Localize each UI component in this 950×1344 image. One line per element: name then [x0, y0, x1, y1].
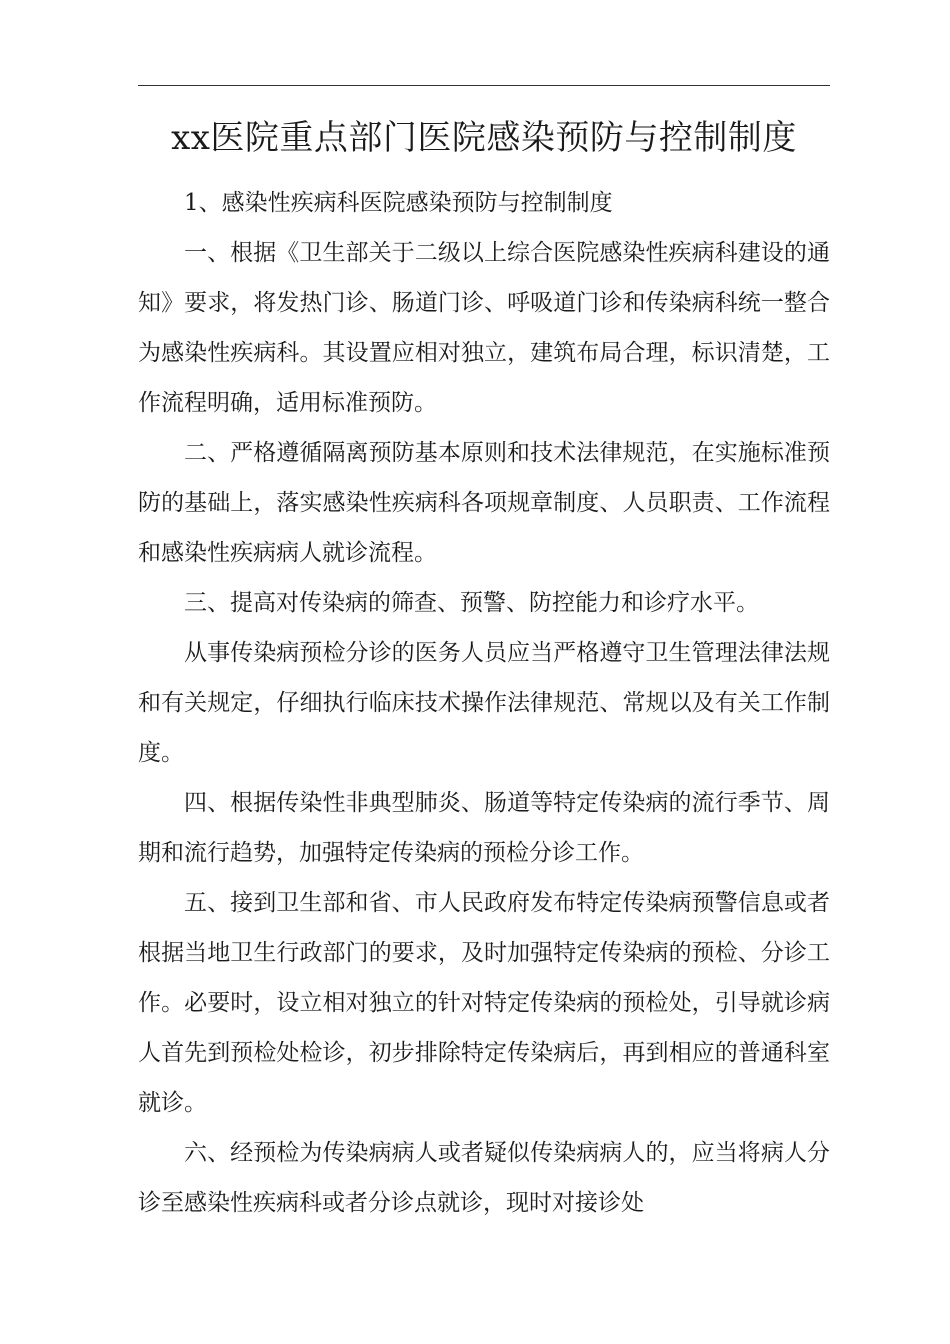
paragraph: 从事传染病预检分诊的医务人员应当严格遵守卫生管理法律法规和有关规定，仔细执行临床技术操作法律规范、常规以及有关工作制度。: [138, 640, 830, 766]
paragraph: 三、提高对传染病的筛查、预警、防控能力和诊疗水平。: [184, 590, 759, 616]
document-body: [138, 178, 830, 1228]
paragraph: 五、接到卫生部和省、市人民政府发布特定传染病预警信息或者根据当地卫生行政部门的要求，及时加强特定传染病的预检、分诊工作。必要时，设立相对独立的针对特定传染病的预检处，引导就诊病人首先到预检处检诊，初步排除特定传染病后，再到相应的普通科室就诊。: [138, 890, 830, 1116]
document-title: xx医院重点部门医院感染预防与控制制度: [171, 118, 797, 158]
paragraph: 四、根据传染性非典型肺炎、肠道等特定传染病的流行季节、周期和流行趋势，加强特定传染病的预检分诊工作。: [138, 790, 830, 866]
section-heading: 1、感染性疾病科医院感染预防与控制制度: [184, 190, 613, 216]
paragraph: 二、严格遵循隔离预防基本原则和技术法律规范，在实施标准预防的基础上，落实感染性疾病科各项规章制度、人员职责、工作流程和感染性疾病病人就诊流程。: [138, 440, 830, 566]
header-rule: [138, 85, 830, 86]
paragraph: 六、经预检为传染病病人或者疑似传染病病人的，应当将病人分诊至感染性疾病科或者分诊点就诊，现时对接诊处: [138, 1140, 830, 1216]
paragraph: 一、根据《卫生部关于二级以上综合医院感染性疾病科建设的通知》要求，将发热门诊、肠道门诊、呼吸道门诊和传染病科统一整合为感染性疾病科。其设置应相对独立，建筑布局合理，标识清楚，工作流程明确，适用标准预防。: [138, 240, 830, 416]
